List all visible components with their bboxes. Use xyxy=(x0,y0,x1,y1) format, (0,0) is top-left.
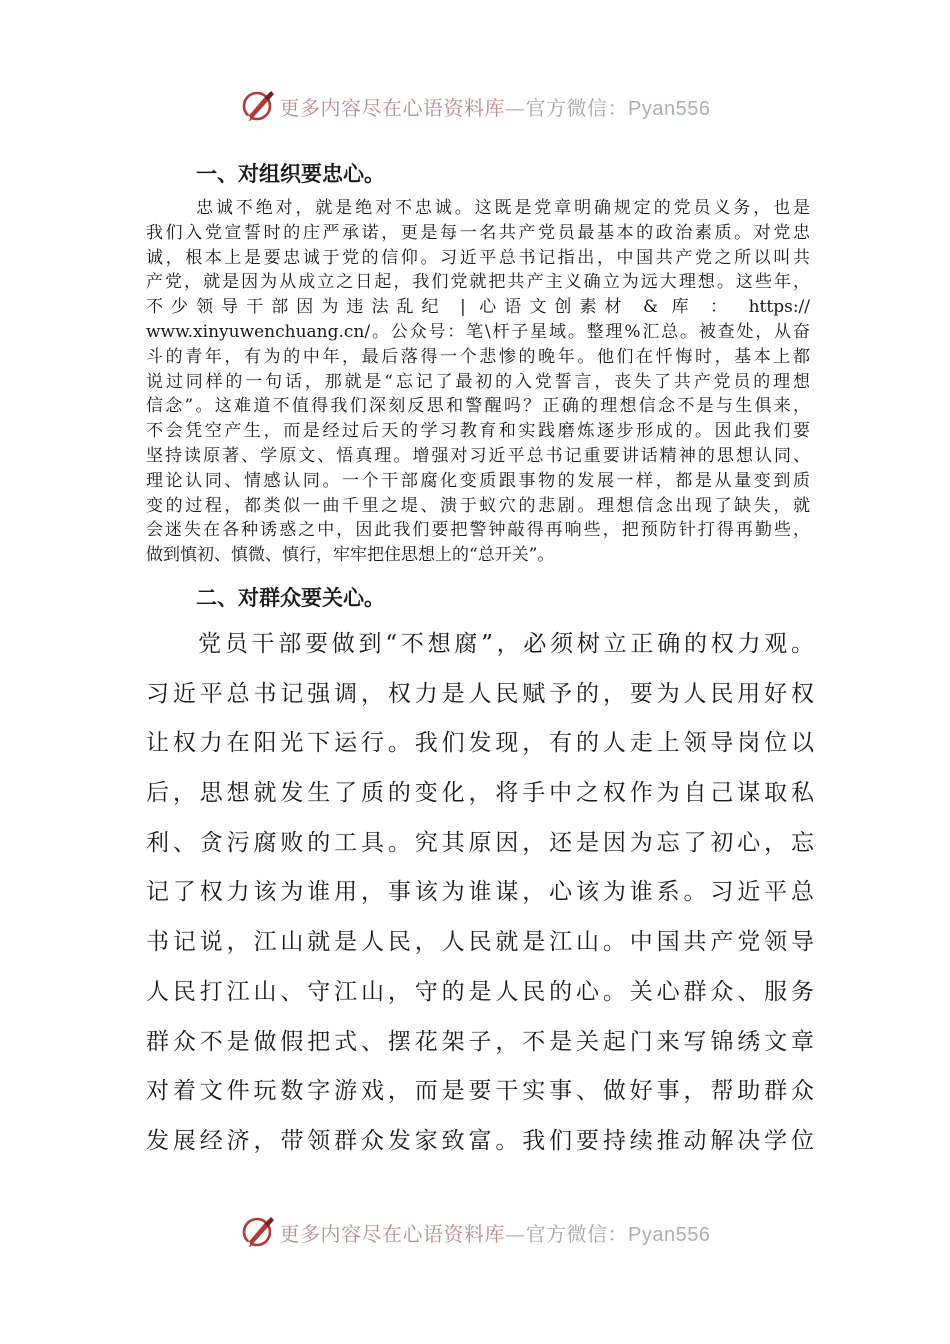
section2-heading: 二、对群众要关心。 xyxy=(196,586,385,610)
paragraph-line: 我们入党宣誓时的庄严承诺，更是每一名共产党员最基本的政治素质。对党忠 xyxy=(146,222,810,243)
banner-account: Pyan556 xyxy=(628,97,711,120)
paragraph-line: 信念”。这难道不值得我们深刻反思和警醒吗？正确的理想信念不是与生俱来， xyxy=(146,396,810,417)
section1-paragraph xyxy=(146,196,810,568)
banner-dash: — xyxy=(505,95,526,120)
paragraph-line: 会迷失在各种诱惑之中，因此我们要把警钟敲得再响些，把预防针打得再勤些， xyxy=(146,520,810,541)
banner-account: Pyan556 xyxy=(628,1223,711,1246)
banner-text xyxy=(280,92,711,121)
paragraph-line: 不会凭空产生，而是经过后天的学习教育和实践磨炼逐步形成的。因此我们要 xyxy=(146,421,810,442)
paragraph-line: 习近平总书记强调，权力是人民赋予的，要为人民用好权 xyxy=(146,680,814,707)
paragraph-line: 说过同样的一句话，那就是“忘记了最初的入党誓言，丧失了共产党员的理想 xyxy=(146,371,810,392)
paragraph-line: 记了权力该为谁用，事该为谁谋，心该为谁系。习近平总 xyxy=(146,879,814,906)
banner-wechat-label: 官方微信： xyxy=(525,95,629,120)
paragraph-line: 群众不是做假把式、摆花架子，不是关起门来写锦绣文章 xyxy=(146,1028,814,1055)
paragraph-line: 人民打江山、守江山，守的是人民的心。关心群众、服务 xyxy=(146,978,814,1005)
paragraph-line: www.xinyuwenchuang.cn/。公众号：笔\杆子星域。整理%汇总。被查处，从奋 xyxy=(146,321,810,342)
paragraph-line: 斗的青年，有为的中年，最后落得一个悲惨的晚年。他们在忏悔时，基本上都 xyxy=(146,346,810,367)
footer-banner xyxy=(0,1212,950,1252)
banner-main-text: 更多内容尽在心语资料库 xyxy=(279,95,506,120)
banner-main-text: 更多内容尽在心语资料库 xyxy=(279,1221,506,1246)
pen-logo-icon xyxy=(240,1215,276,1249)
section2-paragraph xyxy=(146,620,814,1167)
banner-text xyxy=(280,1218,711,1247)
paragraph-line: 坚持读原著、学原文、悟真理。增强对习近平总书记重要讲话精神的思想认同、 xyxy=(146,445,810,466)
paragraph-line: 做到慎初、慎微、慎行，牢牢把住思想上的“总开关”。 xyxy=(146,545,555,566)
paragraph-line: 发展经济，带领群众发家致富。我们要持续推动解决学位 xyxy=(146,1127,814,1154)
paragraph-line: 书记说，江山就是人民，人民就是江山。中国共产党领导 xyxy=(146,929,814,956)
banner-wechat-label: 官方微信： xyxy=(525,1221,629,1246)
paragraph-line: 诚，根本上是要忠诚于党的信仰。习近平总书记指出，中国共产党之所以叫共 xyxy=(146,247,810,268)
paragraph-line: 理论认同、情感认同。一个干部腐化变质跟事物的发展一样，都是从量变到质 xyxy=(146,470,810,491)
pen-logo-icon xyxy=(240,89,276,123)
paragraph-line: 不少领导干部因为违法乱纪 | 心语文创素材 & 库 ： https:// xyxy=(146,297,810,318)
banner-dash: — xyxy=(505,1221,526,1246)
paragraph-line: 利、贪污腐败的工具。究其原因，还是因为忘了初心，忘 xyxy=(146,829,814,856)
section1-heading: 一、对组织要忠心。 xyxy=(196,162,385,186)
paragraph-line: 党员干部要做到“不想腐”，必须树立正确的权力观。 xyxy=(198,631,814,657)
header-banner xyxy=(0,86,950,126)
paragraph-line: 变的过程，都类似一曲千里之堤、溃于蚁穴的悲剧。理想信念出现了缺失，就 xyxy=(146,495,810,516)
paragraph-line: 后，思想就发生了质的变化，将手中之权作为自己谋取私 xyxy=(146,780,814,807)
paragraph-line: 让权力在阳光下运行。我们发现，有的人走上领导岗位以 xyxy=(146,730,814,757)
paragraph-line: 产党，就是因为从成立之日起，我们党就把共产主义确立为远大理想。这些年， xyxy=(146,272,810,293)
paragraph-line: 对着文件玩数字游戏，而是要干实事、做好事，帮助群众 xyxy=(146,1078,814,1105)
paragraph-line: 忠诚不绝对，就是绝对不忠诚。这既是党章明确规定的党员义务，也是 xyxy=(196,198,810,218)
